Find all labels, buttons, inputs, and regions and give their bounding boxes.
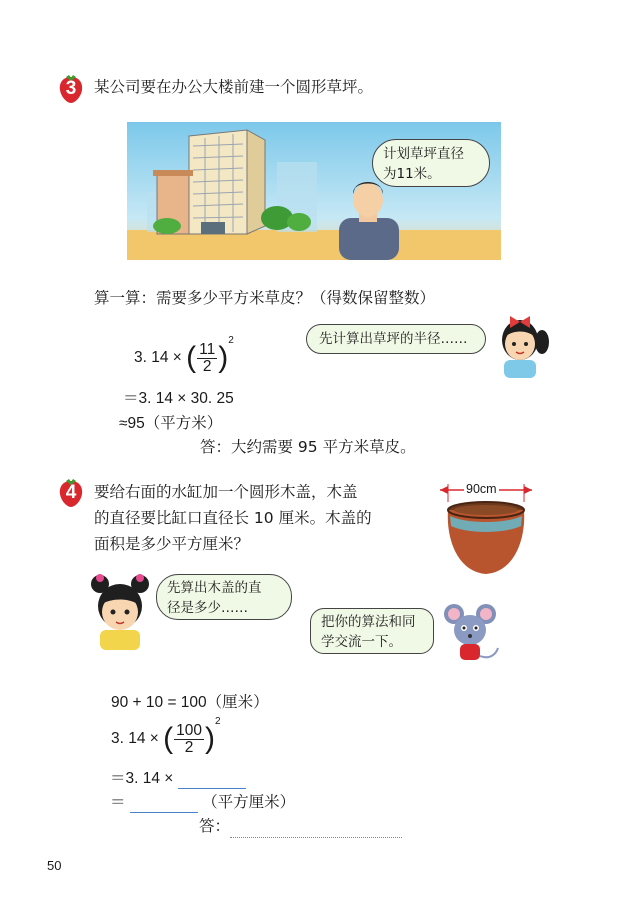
speech-line: 径是多少…… — [167, 600, 248, 616]
calc-4-prefix: 3. 14 × — [111, 730, 159, 748]
answer-blank-2[interactable] — [130, 794, 198, 813]
problem-3-statement: 某公司要在办公大楼前建一个圆形草坪。 — [94, 78, 374, 96]
girl-illustration — [492, 306, 552, 378]
hint-bubble — [306, 324, 486, 354]
calc-4-line-1: 90 + 10 = 100（厘米） — [111, 694, 269, 711]
paren-left: ( — [163, 722, 174, 755]
problem-4-line-1: 要给右面的水缸加一个圆形木盖，木盖 — [94, 483, 358, 501]
tank-diameter-label: 90cm — [466, 482, 497, 496]
calc-3-line-1 — [134, 335, 234, 375]
answer-blank-1[interactable] — [178, 770, 246, 789]
unit-label: （平方厘米） — [202, 794, 296, 811]
calc-4-line-4-prefix: ＝ — [110, 794, 126, 811]
problem-3-task: 算一算：需要多少平方米草皮？（得数保留整数） — [94, 289, 436, 307]
fraction-numerator: 11 — [199, 340, 216, 358]
problem-3-badge — [58, 74, 84, 102]
answer-line[interactable] — [230, 815, 402, 838]
calc-3-line-3: ≈95（平方米） — [119, 415, 223, 432]
hint-text: 先计算出草坪的半径…… — [319, 331, 468, 347]
mouse-illustration — [440, 600, 500, 666]
girl-with-buns-illustration — [86, 570, 156, 650]
answer-label: 答： — [199, 817, 231, 835]
answer-3: 答：大约需要 95 平方米草皮。 — [200, 438, 416, 456]
man-speech-bubble — [372, 139, 490, 187]
paren-right: ) — [218, 341, 229, 374]
speech-line: 学交流一下。 — [321, 634, 402, 650]
girl-speech-bubble — [156, 574, 292, 620]
problem-4-line-3: 面积是多少平方厘米？ — [94, 535, 250, 553]
calc-4-line-4 — [110, 790, 295, 813]
problem-4-number: 4 — [65, 482, 77, 503]
fraction-numerator: 100 — [176, 721, 203, 739]
fraction-11-over-2 — [197, 342, 217, 375]
calc-4-line-3 — [110, 766, 246, 789]
page-number: 50 — [47, 858, 62, 873]
problem-4-badge — [58, 478, 84, 506]
speech-line: 计划草坪直径 — [383, 146, 464, 162]
calc-4-line-3-prefix: ＝3. 14 × — [110, 770, 174, 787]
calc-3-prefix: 3. 14 × — [134, 349, 182, 367]
mouse-speech-bubble — [310, 608, 434, 654]
calc-4-line-2 — [111, 716, 221, 756]
speech-line: 为11米。 — [383, 166, 441, 182]
paren-left: ( — [186, 341, 197, 374]
calc-3-line-2: ＝3. 14 × 30. 25 — [123, 390, 234, 407]
speech-line: 先算出木盖的直 — [167, 580, 262, 596]
fraction-100-over-2 — [174, 723, 204, 756]
speech-line: 把你的算法和同 — [321, 614, 416, 630]
problem-3-number: 3 — [65, 78, 77, 99]
fraction-denominator: 2 — [202, 357, 212, 375]
problem-4-line-2: 的直径要比缸口直径长 10 厘米。木盖的 — [94, 509, 372, 527]
fraction-denominator: 2 — [184, 738, 194, 756]
exponent: 2 — [228, 335, 234, 346]
answer-4 — [199, 815, 402, 838]
exponent: 2 — [215, 716, 221, 727]
paren-right: ) — [205, 722, 216, 755]
